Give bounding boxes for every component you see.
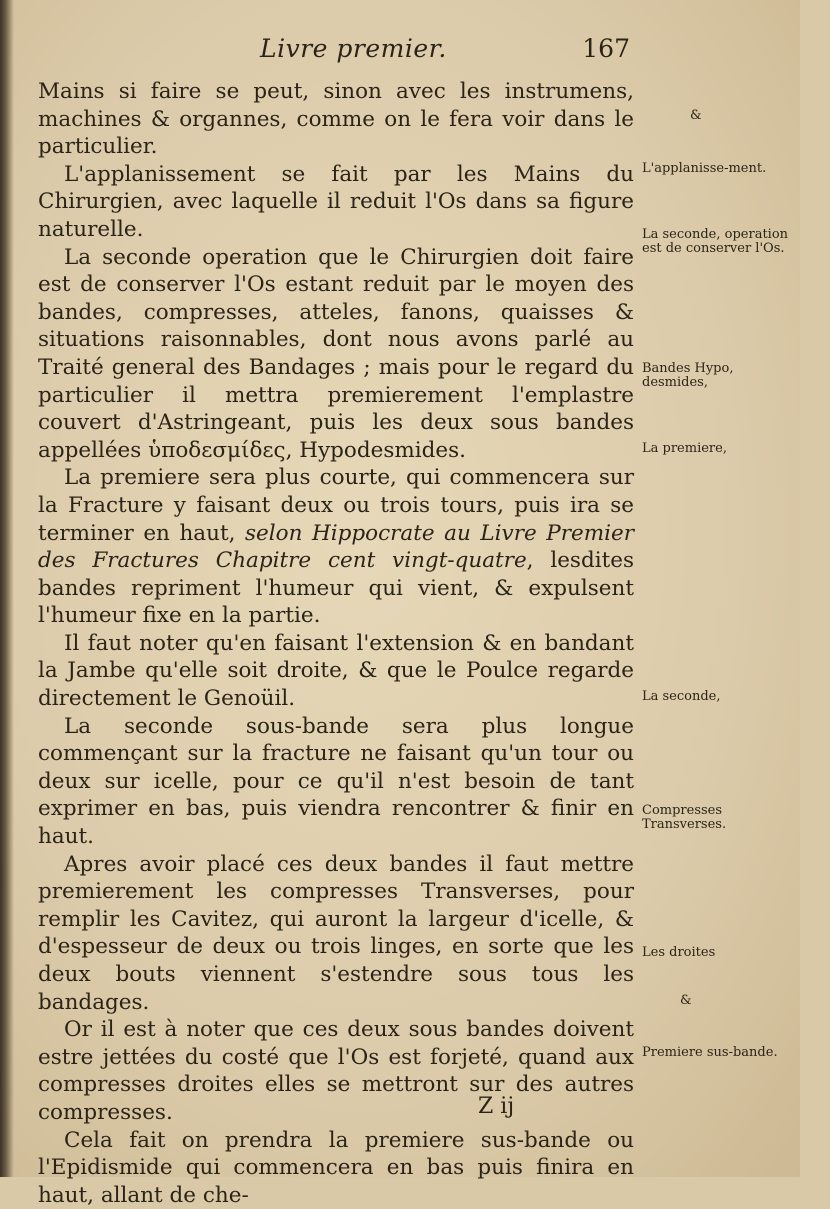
- margin-note-seconde: La seconde,: [642, 689, 721, 704]
- paragraph-1: Mains si faire se peut, sinon avec les instrumens, machines & organnes, comme on le fera voir dans le particulier.: [38, 79, 634, 160]
- running-title: Livre premier.: [260, 34, 447, 63]
- margin-note-bandes-hypodesmides: Bandes Hypo, desmides,: [642, 361, 734, 390]
- paragraph-6: La seconde sous-bande sera plus longue commençant sur la fracture ne faisant qu'un tour ou deux sur icelle, pour ce qu'il n'est besoin de tant exprimer en bas, puis viendra rencontrer & finir en haut.: [38, 713, 634, 850]
- margin-note-compresses: Compresses Transverses.: [642, 803, 727, 832]
- paragraph-4: [38, 464, 634, 630]
- paragraph-4-end: , lesdites bandes repriment l'humeur qui vient, & expulsent l'humeur fixe en la partie.: [38, 548, 635, 629]
- margin-note-seconde-operation: La seconde, operation est de conserver l'Os.: [642, 227, 789, 256]
- paragraph-2: L'applanissement se fait par les Mains du Chirurgien, avec laquelle il reduit l'Os dans sa figure naturelle.: [38, 161, 634, 242]
- margin-note-ampersand: &: [680, 993, 692, 1008]
- body-text: [38, 78, 634, 1209]
- paragraph-3: La seconde operation que le Chirurgien doit faire est de conserver l'Os estant reduit par le moyen des bandes, compresses, atteles, fanons, quaisses & situations raisonnables, dont nous avons parlé au Traité general des Bandages ; mais pour le regard du particulier il mettra premierement l'emplastre couvert d'Astringeant, puis les deux sous bandes appellées ὑποδεσμίδες, Hypodesmides.: [38, 244, 634, 463]
- margin-note-premiere: La premiere,: [642, 441, 727, 456]
- paragraph-9: Cela fait on prendra la premiere sus-bande ou l'Epidismide qui commencera en bas puis finira en haut, allant de che-: [38, 1127, 634, 1208]
- page-number: 167: [582, 34, 630, 63]
- margin-catchword: &: [690, 108, 702, 123]
- paragraph-4-start: La premiere sera plus courte, qui commencera sur la Fracture y faisant deux ou trois tours, puis ira se terminer en haut,: [38, 465, 634, 546]
- paragraph-5: Il faut noter qu'en faisant l'extension & en bandant la Jambe qu'elle soit droite, & que le Poulce regarde directement le Genoüil.: [38, 630, 634, 712]
- signature-mark: Z ij: [478, 1094, 515, 1119]
- spine-shadow: [0, 0, 14, 1177]
- margin-note-premiere-sus-bande: Premiere sus-bande.: [642, 1045, 778, 1060]
- paragraph-7: Apres avoir placé ces deux bandes il faut mettre premierement les compresses Transverses, pour remplir les Cavitez, qui auront la largeur d'icelle, & d'espesseur de deux ou trois linges, en sorte que les deux bouts viennent s'estendre sous tous les bandages.: [38, 851, 634, 1015]
- margin-note-applanissement: L'applanisse-ment.: [642, 161, 767, 176]
- margin-note-droites: Les droites: [642, 945, 716, 960]
- page-header: [260, 34, 630, 66]
- hippocrates-citation: selon Hippocrate au Livre Premier des Fractures Chapitre cent vingt-quatre: [38, 520, 634, 574]
- paragraph-8: Or il est à noter que ces deux sous bandes doivent estre jettées du costé que l'Os est forjeté, quand aux compresses droites elles se mettront sur des autres compresses.: [38, 1017, 634, 1125]
